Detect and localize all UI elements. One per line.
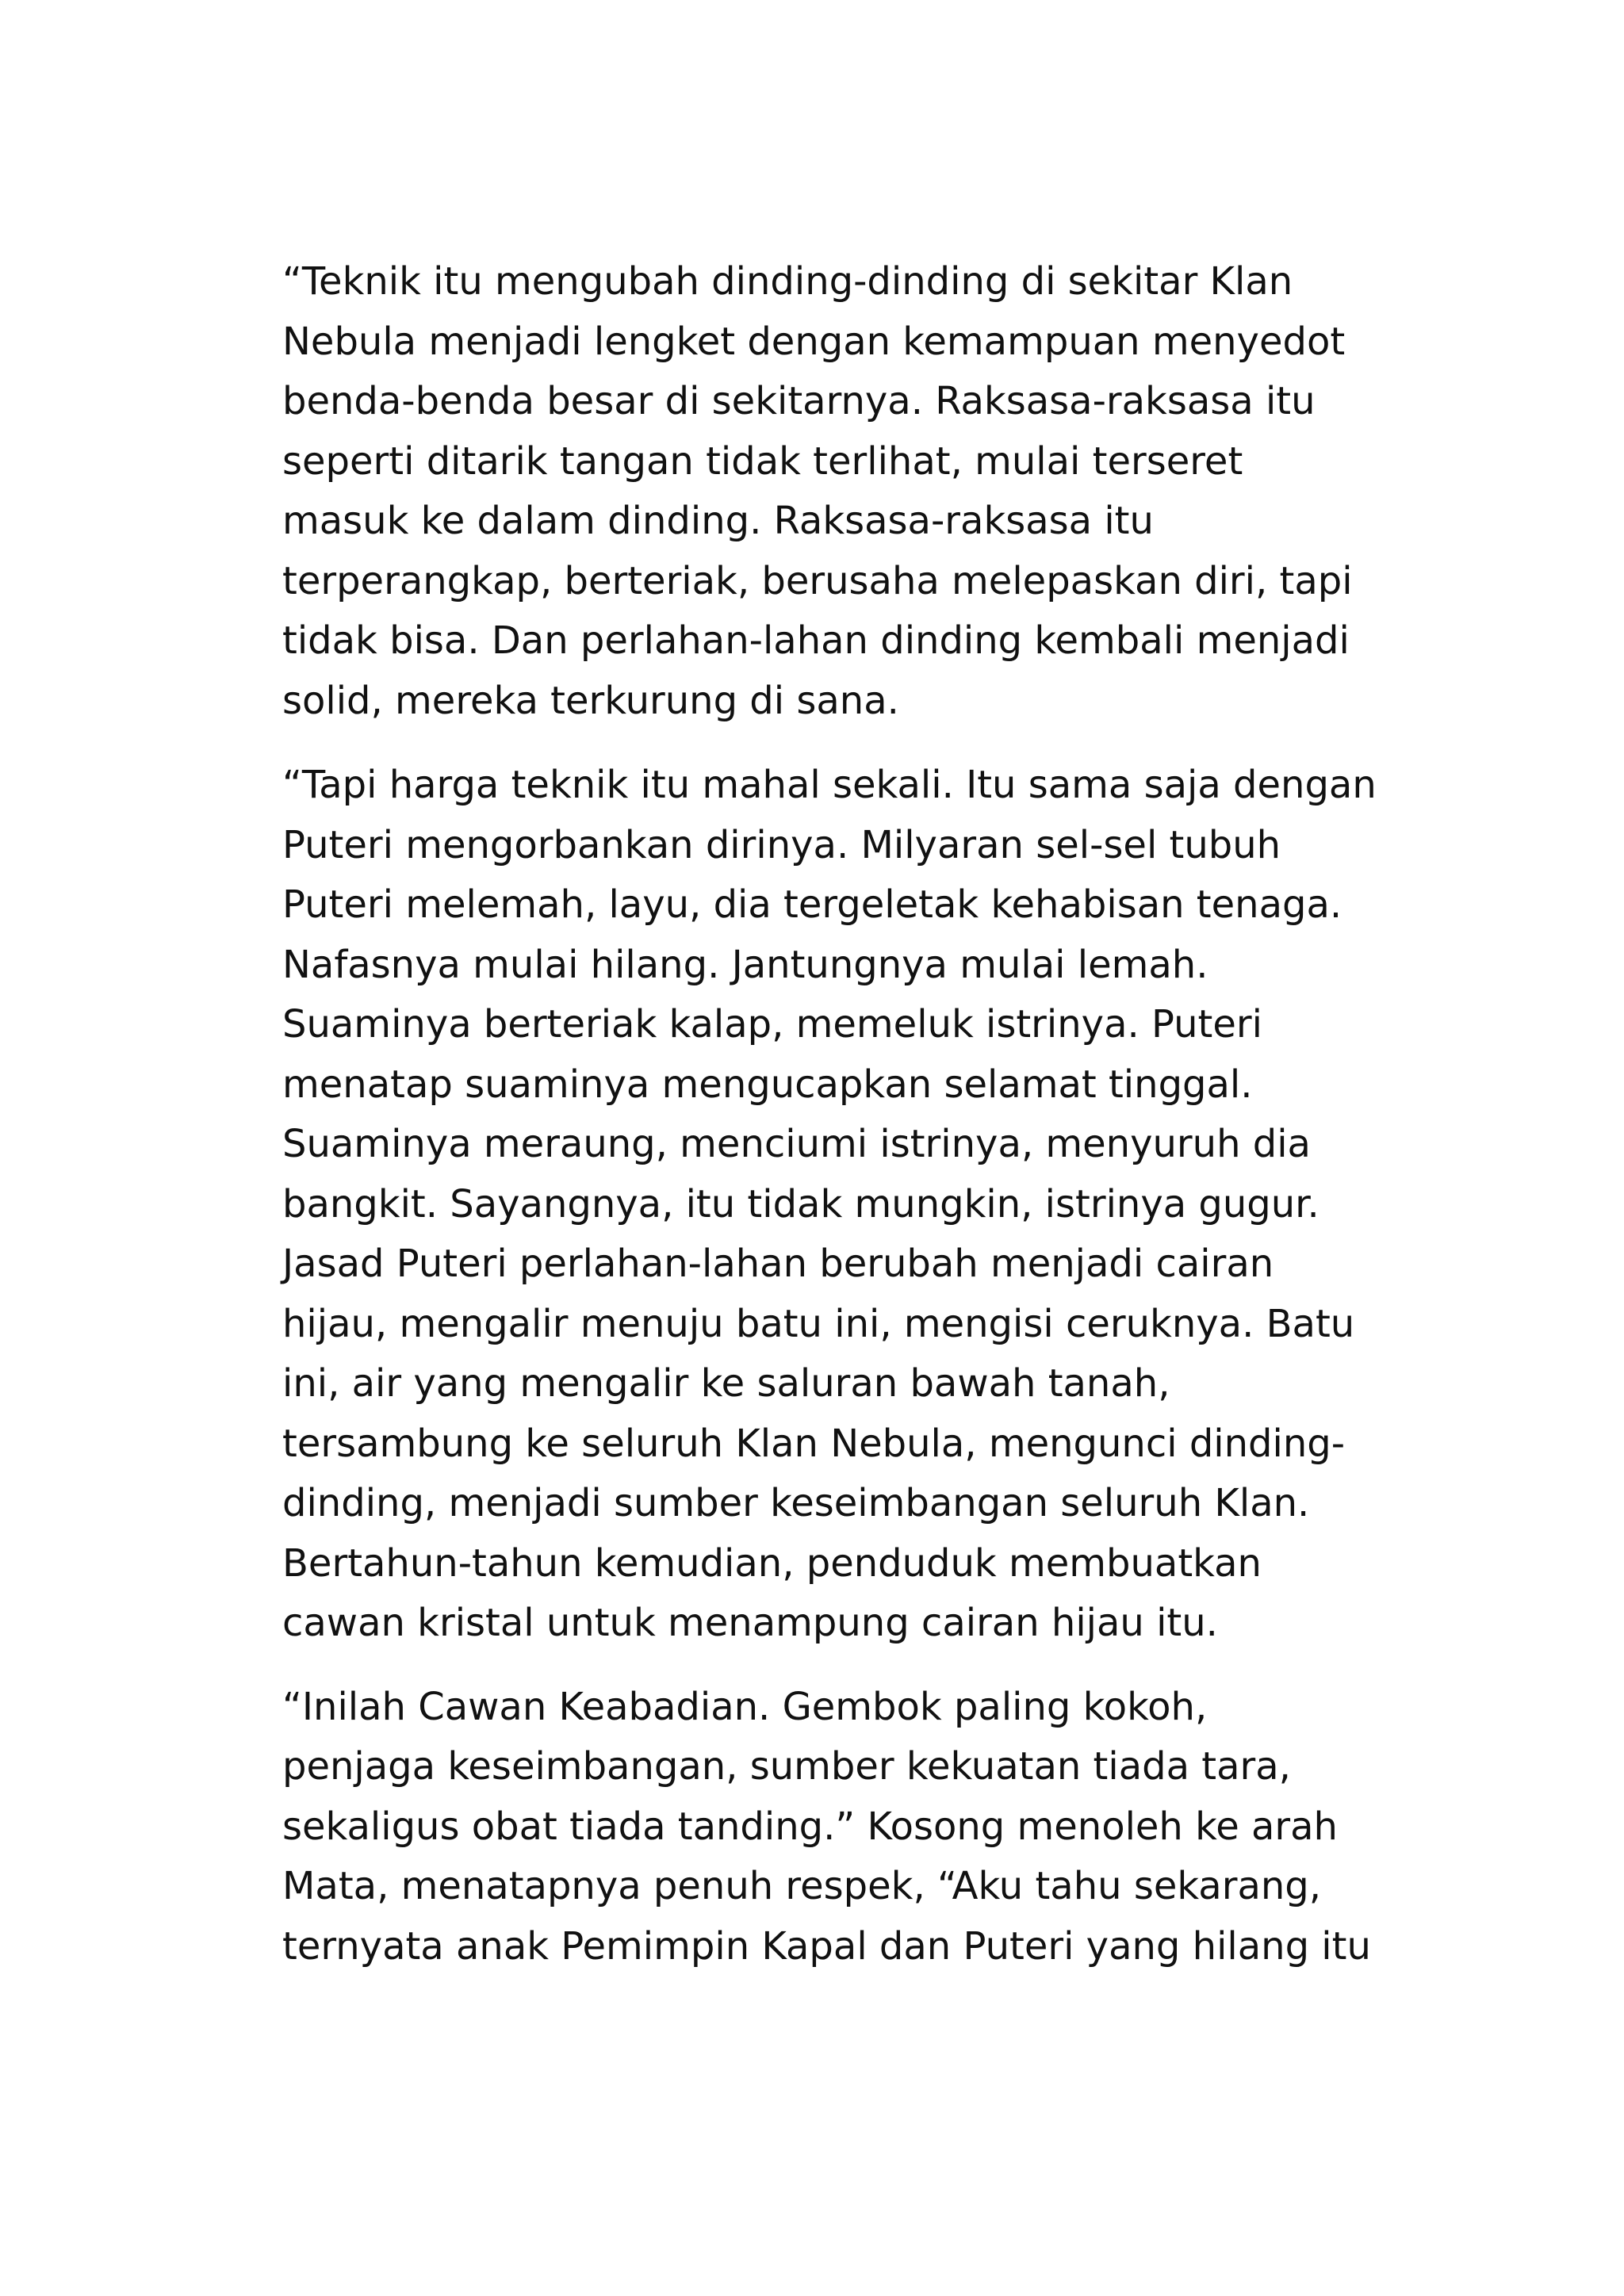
text-line: Suaminya meraung, menciumi istrinya, menyuruh dia [282, 1122, 1311, 1166]
text-line: “Teknik itu mengubah dinding-dinding di sekitar Klan [282, 259, 1293, 304]
paragraph-2 [282, 756, 1392, 1654]
text-line: seperti ditarik tangan tidak terlihat, mulai terseret [282, 438, 1243, 484]
text-line: “Inilah Cawan Keabadian. Gembok paling kokoh, [282, 1684, 1208, 1729]
text-line: Nafasnya mulai hilang. Jantungnya mulai lemah. [282, 942, 1208, 987]
paragraph-1 [282, 252, 1392, 731]
text-line: ternyata anak Pemimpin Kapal dan Puteri yang hilang itu [282, 1923, 1371, 1969]
text-line: Nebula menjadi lengket dengan kemampuan menyedot [282, 319, 1346, 364]
text-line: sekaligus obat tiada tanding.” Kosong menoleh ke arah [282, 1804, 1338, 1849]
text-line: penjaga keseimbangan, sumber kekuatan tiada tara, [282, 1744, 1291, 1789]
text-line: dinding, menjadi sumber keseimbangan seluruh Klan. [282, 1481, 1310, 1525]
text-line: bangkit. Sayangnya, itu tidak mungkin, istrinya gugur. [282, 1181, 1320, 1226]
text-line: solid, mereka terkurung di sana. [282, 678, 899, 723]
body-text [282, 252, 1392, 1976]
text-line: hijau, mengalir menuju batu ini, mengisi ceruknya. Batu [282, 1301, 1355, 1346]
text-line: Jasad Puteri perlahan-lahan berubah menjadi cairan [282, 1242, 1274, 1286]
text-line: cawan kristal untuk menampung cairan hijau itu. [282, 1601, 1218, 1645]
text-line: masuk ke dalam dinding. Raksasa-raksasa itu [282, 499, 1154, 543]
text-line: Suaminya berteriak kalap, memeluk istrinya. Puteri [282, 1002, 1262, 1047]
text-line: Puteri melemah, layu, dia tergeletak kehabisan tenaga. [282, 882, 1342, 927]
text-line: “Tapi harga teknik itu mahal sekali. Itu sama saja dengan [282, 763, 1377, 807]
text-line: Bertahun-tahun kemudian, penduduk membuatkan [282, 1540, 1262, 1586]
text-line: ini, air yang mengalir ke saluran bawah tanah, [282, 1361, 1170, 1406]
paragraph-3 [282, 1678, 1392, 1977]
text-line: menatap suaminya mengucapkan selamat tinggal. [282, 1062, 1253, 1107]
text-line: tidak bisa. Dan perlahan-lahan dinding kembali menjadi [282, 618, 1350, 663]
text-line: Mata, menatapnya penuh respek, “Aku tahu sekarang, [282, 1864, 1322, 1908]
text-line: benda-benda besar di sekitarnya. Raksasa-raksasa itu [282, 379, 1316, 423]
text-line: Puteri mengorbankan dirinya. Milyaran sel-sel tubuh [282, 822, 1281, 867]
text-line: tersambung ke seluruh Klan Nebula, mengunci dinding- [282, 1421, 1346, 1466]
text-line: terperangkap, berteriak, berusaha melepaskan diri, tapi [282, 558, 1353, 603]
